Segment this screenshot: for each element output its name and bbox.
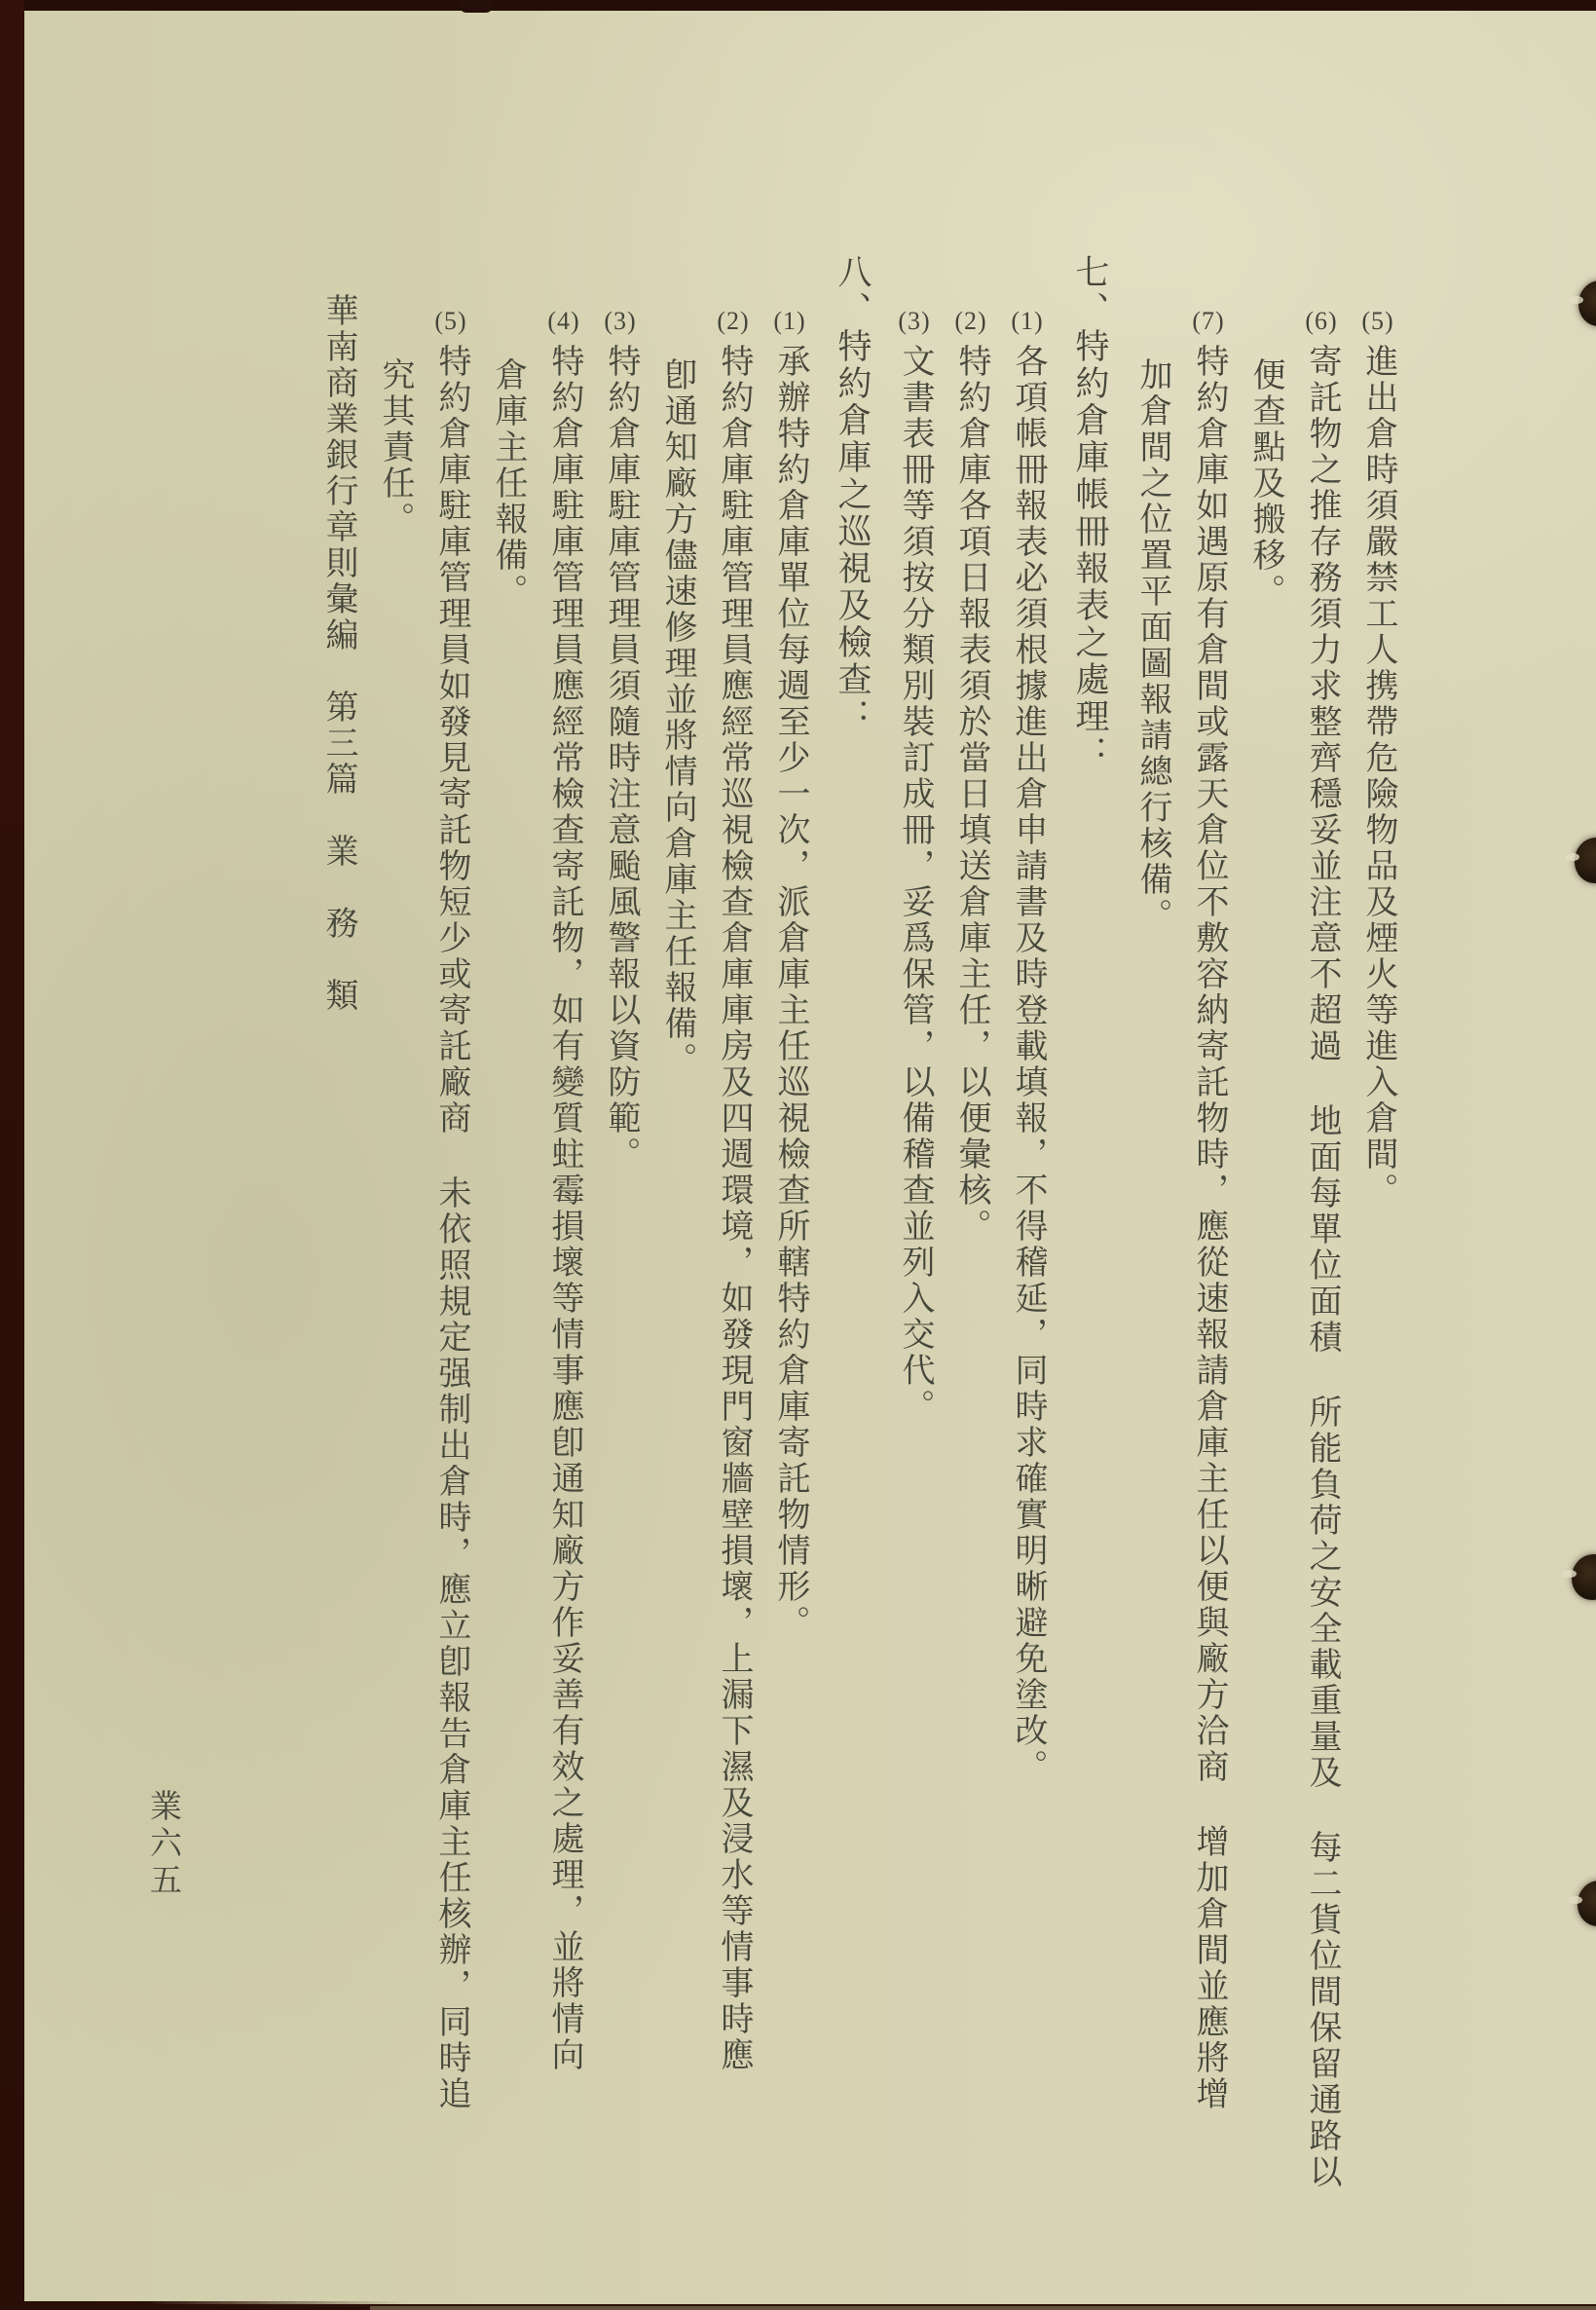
section-7-item-2 bbox=[949, 254, 992, 2192]
item-number: (6) bbox=[1305, 307, 1338, 335]
item-text: 承辦特約倉庫單位每週至少一次，派倉庫主任巡視檢查所轄特約倉庫寄託物情形。 bbox=[772, 344, 808, 1641]
section-8-item-2-continuation bbox=[655, 254, 698, 2192]
binding-knot-icon bbox=[1572, 1554, 1596, 1600]
item-6 bbox=[1300, 254, 1343, 2192]
photo-edge-bottom bbox=[0, 2301, 409, 2310]
item-text: 文書表冊等須按分類別裝訂成冊，妥爲保管，以備稽查並列入交代。 bbox=[897, 344, 933, 1425]
section-8-item-3 bbox=[599, 254, 642, 2192]
item-number: (3) bbox=[898, 307, 931, 335]
item-text: 究其責任。 bbox=[377, 357, 413, 538]
item-number: (7) bbox=[1192, 307, 1225, 335]
binding-knot-icon bbox=[1577, 1881, 1596, 1926]
vertical-text-block bbox=[303, 254, 1413, 2192]
section-7-item-3 bbox=[893, 254, 936, 2192]
item-text: 特約倉庫各項日報表須於當日填送倉庫主任，以便彙核。 bbox=[953, 344, 989, 1245]
item-number: (4) bbox=[547, 307, 580, 335]
item-text: 卽通知廠方儘速修理並將情向倉庫主任報備。 bbox=[659, 357, 695, 1078]
item-number: (2) bbox=[717, 307, 750, 335]
item-6-continuation bbox=[1243, 254, 1286, 2192]
binding-knot-icon bbox=[1575, 838, 1596, 883]
item-number: (1) bbox=[1011, 307, 1044, 335]
binding-knot-icon bbox=[1578, 280, 1596, 326]
item-number: (3) bbox=[604, 307, 637, 335]
item-number: (5) bbox=[434, 307, 467, 335]
item-7-continuation bbox=[1131, 254, 1173, 2192]
item-text: 各項帳冊報表必須根據進出倉申請書及時登載填報，不得稽延，同時求確實明晰避免塗改。 bbox=[1010, 344, 1046, 1785]
photo-top-notch bbox=[460, 0, 493, 13]
item-number: (1) bbox=[773, 307, 806, 335]
item-text: 便查點及搬移。 bbox=[1247, 357, 1283, 610]
section-7-item-1 bbox=[1006, 254, 1049, 2192]
item-text: 倉庫主任報備。 bbox=[490, 357, 526, 610]
page-number: 業六五 bbox=[145, 1789, 180, 1900]
section-8-heading: 八、特約倉庫之巡視及檢查： bbox=[834, 254, 872, 735]
section-8-item-5-continuation bbox=[373, 254, 416, 2192]
item-text: 加倉間之位置平面圖報請總行核備。 bbox=[1134, 357, 1170, 934]
photo-edge-left bbox=[0, 0, 24, 2310]
item-text: 特約倉庫駐庫管理員如發見寄託物短少或寄託廠商 未依照規定强制出倉時，應立卽報告倉庫主任核辦，同時追 bbox=[433, 344, 469, 2112]
photo-edge-top bbox=[0, 0, 1596, 11]
document-page bbox=[23, 11, 1596, 2304]
section-7-heading: 七、特約倉庫帳冊報表之處理： bbox=[1071, 254, 1109, 772]
item-7 bbox=[1187, 254, 1230, 2192]
item-number: (5) bbox=[1361, 307, 1394, 335]
item-text: 特約倉庫如遇原有倉間或露天倉位不敷容納寄託物時，應從速報請倉庫主任以便與廠方洽商 增加倉間並應將增 bbox=[1191, 344, 1227, 2112]
item-text: 進出倉時須嚴禁工人携帶危險物品及煙火等進入倉間。 bbox=[1360, 344, 1396, 1209]
margin-title: 華南商業銀行章則彙編 第三篇 業 務 類 bbox=[320, 293, 356, 1014]
item-text: 特約倉庫駐庫管理員須隨時注意颱風警報以資防範。 bbox=[603, 344, 639, 1173]
item-text: 特約倉庫駐庫管理員應經常巡視檢查倉庫庫房及四週環境，如發現門窗牆壁損壞，上漏下濕及浸水等情事時應 bbox=[716, 344, 752, 2073]
section-8-item-2 bbox=[712, 254, 755, 2192]
section-8-item-4-continuation bbox=[486, 254, 529, 2192]
item-text: 寄託物之推存務須力求整齊穩妥並注意不超過 地面每單位面積 所能負荷之安全載重量及 每二貨位間保留通路以 bbox=[1304, 344, 1340, 2190]
section-8-item-1 bbox=[768, 254, 811, 2192]
page-bottom-edge bbox=[370, 2306, 1596, 2310]
item-5 bbox=[1356, 254, 1399, 2192]
section-8-item-5 bbox=[429, 254, 472, 2192]
item-number: (2) bbox=[954, 307, 987, 335]
item-text: 特約倉庫駐庫管理員應經常檢查寄託物，如有變質蛀霉損壞等情事應卽通知廠方作妥善有效之處理，並將情向 bbox=[546, 344, 582, 2073]
section-8-item-4 bbox=[542, 254, 585, 2192]
